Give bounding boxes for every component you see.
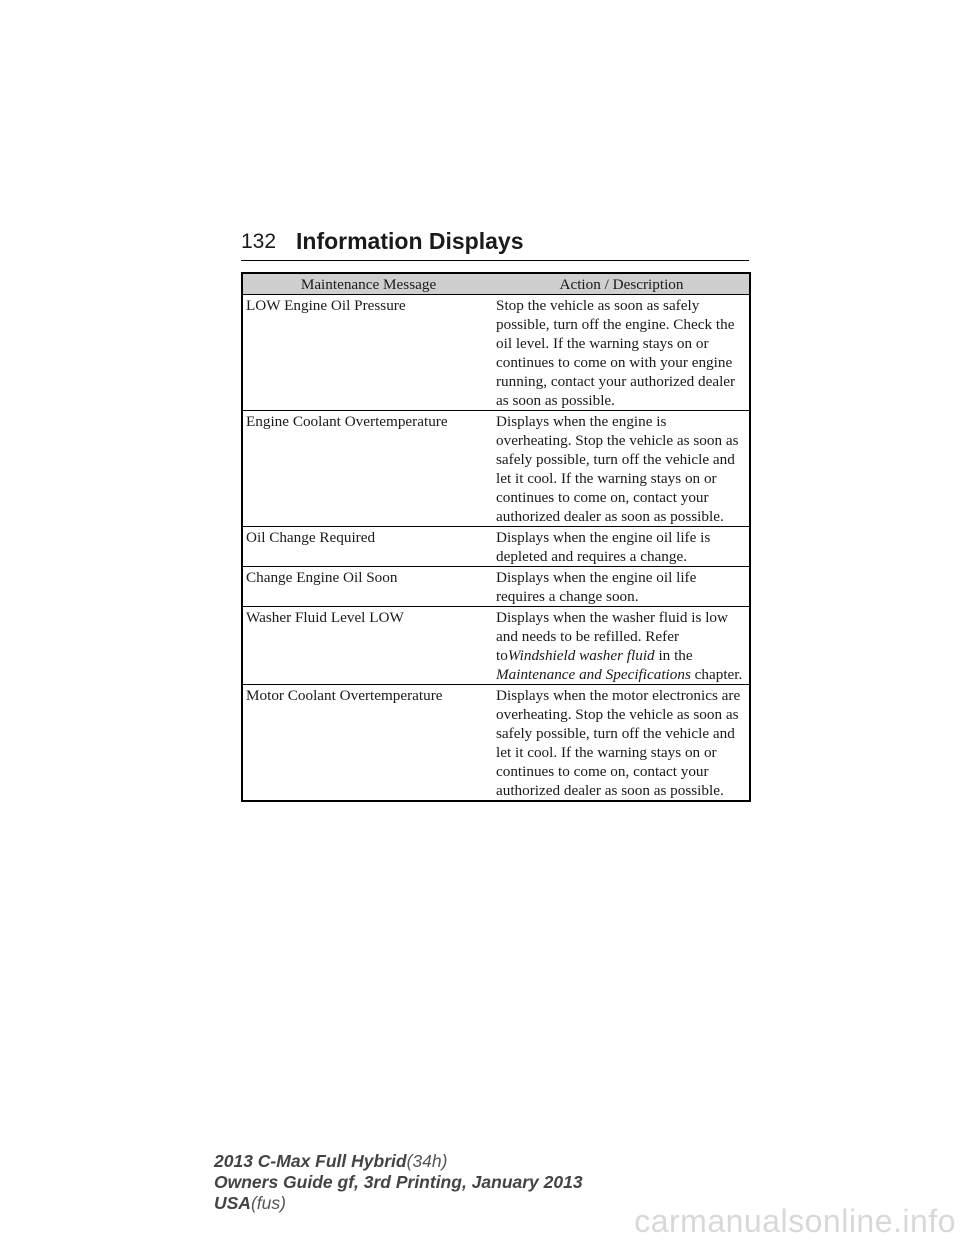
guide-edition: Owners Guide gf, 3rd Printing, January 2013 bbox=[214, 1172, 583, 1192]
column-header-message: Maintenance Message bbox=[242, 273, 494, 295]
document-footer bbox=[214, 1151, 583, 1214]
message-cell: Washer Fluid Level LOW bbox=[242, 607, 494, 685]
section-title: Information Displays bbox=[296, 228, 524, 254]
action-cell: Displays when the engine oil life requires a change soon. bbox=[494, 567, 750, 607]
chapter-reference[interactable]: Maintenance and Specifications bbox=[496, 666, 691, 683]
message-cell: Oil Change Required bbox=[242, 527, 494, 567]
market-code: (fus) bbox=[250, 1193, 286, 1213]
action-cell bbox=[494, 607, 750, 685]
message-cell: Change Engine Oil Soon bbox=[242, 567, 494, 607]
footer-line-market bbox=[214, 1193, 583, 1214]
table-row bbox=[242, 567, 750, 607]
message-cell: Engine Coolant Overtemperature bbox=[242, 411, 494, 527]
table-row bbox=[242, 411, 750, 527]
action-cell: Stop the vehicle as soon as safely possible, turn off the engine. Check the oil level. If the warning stays on or continues to come on with your engine running, contact your authorized dealer as soon as possible. bbox=[494, 295, 750, 411]
footer-line-guide bbox=[214, 1172, 583, 1193]
footer-line-model bbox=[214, 1151, 583, 1172]
table-row bbox=[242, 295, 750, 411]
table-row bbox=[242, 607, 750, 685]
page-header bbox=[241, 228, 749, 262]
model-name: 2013 C-Max Full Hybrid bbox=[214, 1151, 407, 1171]
column-header-action: Action / Description bbox=[494, 273, 750, 295]
maintenance-message-table bbox=[241, 272, 751, 802]
message-cell: LOW Engine Oil Pressure bbox=[242, 295, 494, 411]
page-number: 132 bbox=[241, 230, 277, 253]
table-header-row bbox=[242, 273, 750, 295]
table-row bbox=[242, 527, 750, 567]
header-divider bbox=[241, 260, 749, 261]
table-row bbox=[242, 685, 750, 802]
action-cell: Displays when the motor electronics are overheating. Stop the vehicle as soon as safely possible, turn off the vehicle and let it cool. If the warning stays on or continues to come on, contact your authorized dealer as soon as possible. bbox=[494, 685, 750, 802]
action-text: in the bbox=[658, 647, 693, 664]
message-cell: Motor Coolant Overtemperature bbox=[242, 685, 494, 802]
model-code: (34h) bbox=[406, 1151, 448, 1171]
cross-reference-link[interactable]: Windshield washer fluid bbox=[507, 647, 655, 664]
market-name: USA bbox=[214, 1193, 251, 1213]
site-watermark: carmanualsonline.info bbox=[634, 1203, 956, 1239]
action-cell: Displays when the engine oil life is depleted and requires a change. bbox=[494, 527, 750, 567]
action-cell: Displays when the engine is overheating. Stop the vehicle as soon as safely possible, turn off the vehicle and let it cool. If the warning stays on or continues to come on, contact your authorized dealer as soon as possible. bbox=[494, 411, 750, 527]
action-text: Displays when the washer fluid is low and needs to be refilled. Refer to bbox=[496, 609, 728, 664]
action-text: chapter. bbox=[694, 666, 743, 683]
